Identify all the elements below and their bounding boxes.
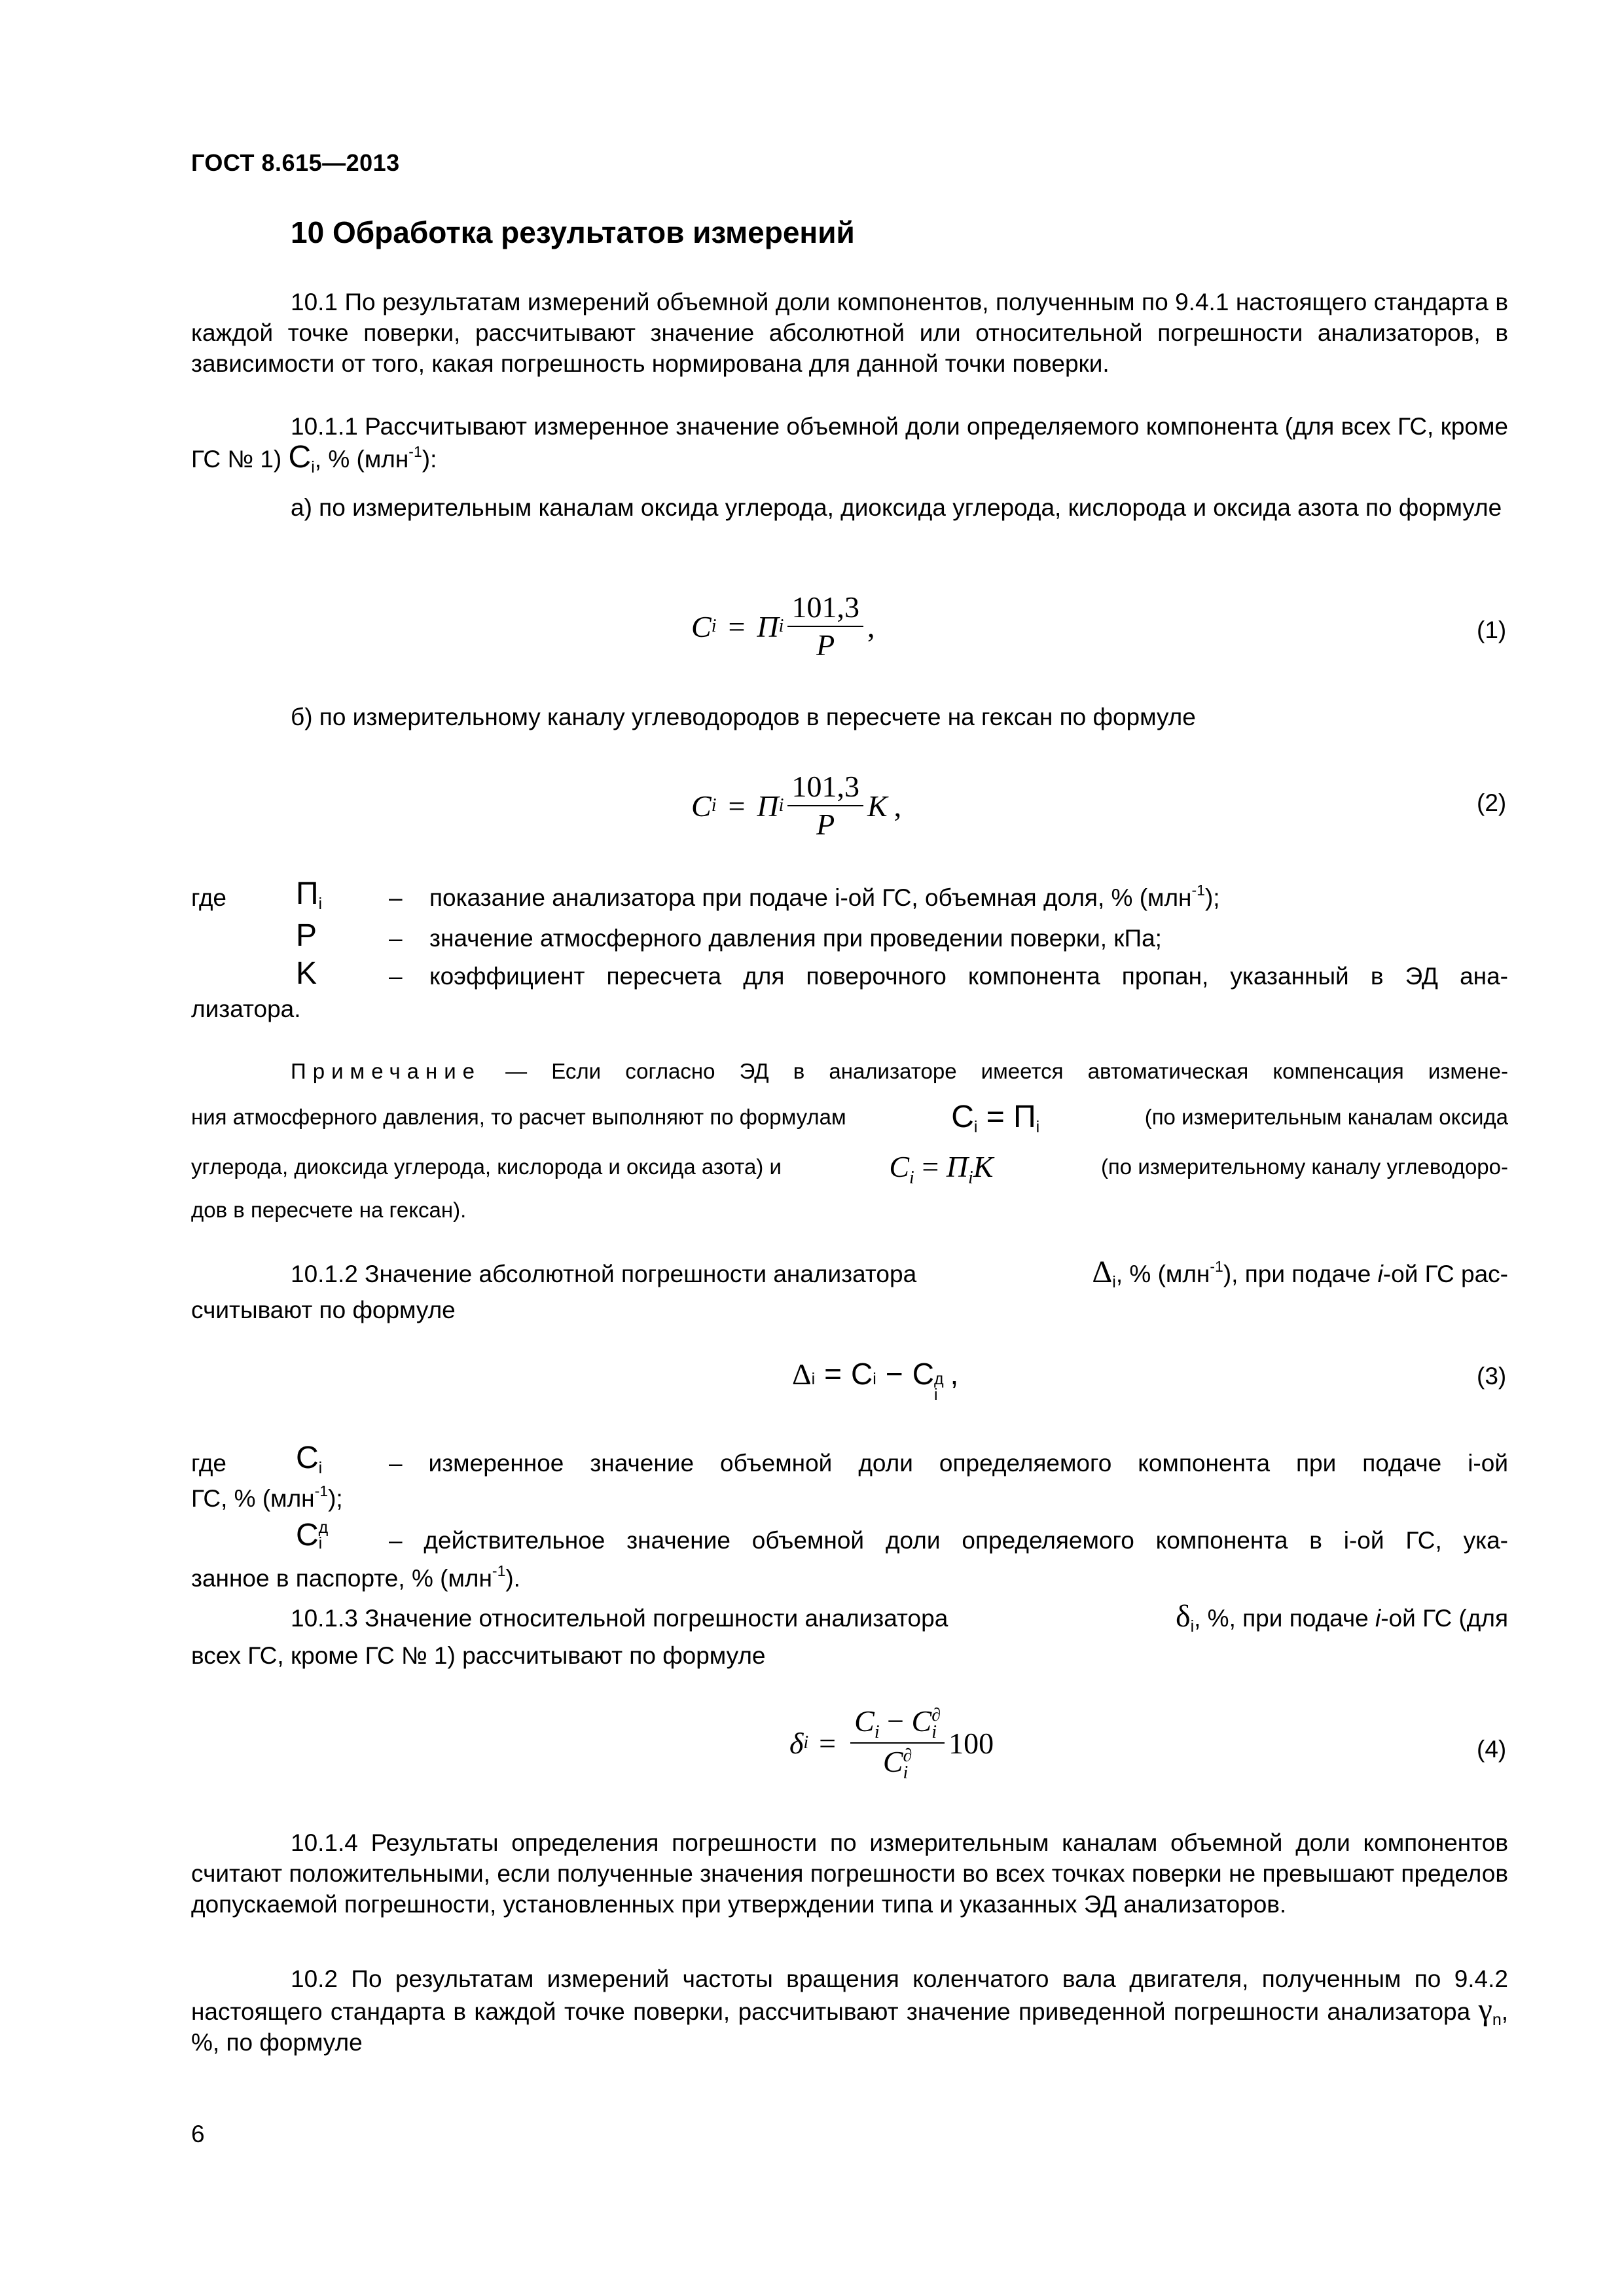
def-text-c: – измеренное значение объемной доли определяемого компонента при подаче i-ой — [389, 1450, 1508, 1477]
def-dash-1: – — [389, 884, 403, 911]
formula-1: C i = П i $\frac{101,3}{P}$ , — [691, 590, 875, 662]
note-line-4: дов в пересчете на гексан). — [191, 1198, 467, 1222]
item-b: б) по измерительному каналу углеводородов в пересчете на гексан по формуле — [291, 704, 1196, 730]
paragraph-10-1: 10.1 По результатам измерений объемной доли компонентов, полученным по 9.4.1 настоящего стандарта в каждой точке поверки, рассчитывают значение абсолютной или относительной погрешности анализаторов, в зависимости от того, какая погрешность нормирована для данной точки поверки. — [191, 289, 1508, 377]
def-text-k-cont: лизатора. — [191, 996, 301, 1022]
formula-3-number: (3) — [1477, 1363, 1507, 1390]
formula-3: Δ i = C i − C д i , — [792, 1357, 959, 1404]
paragraph-10-1-1-lead: 10.1.1 Рассчитывают измеренное значение объемной доли определяемого компонента (для всех ГС, кроме ГС № 1) — [191, 413, 1508, 473]
symbol-c: $C_i$ — [288, 440, 315, 476]
def-text-c-cont: ГС, % (млн$^{-1}$); — [191, 1482, 343, 1512]
def-text-pi: показание анализатора при подаче i-ой ГС, объемная доля, % (млн$^{-1}$); — [429, 882, 1220, 911]
formula-1-fraction: $\frac{101,3}{P}$ — [787, 590, 863, 662]
formula-4-fraction: $C_i - C$ ∂ i C ∂ i — [850, 1704, 945, 1782]
formula-2-fraction: $\frac{101,3}{P}$ — [787, 770, 863, 842]
note-line-2: ния атмосферного давления, то расчет выполняют по формулам $C_i = П_i$ (по измерительным каналам оксида — [191, 1097, 1508, 1138]
formula-4: δ i = $C_i - C$ ∂ i C ∂ i 100 — [789, 1704, 994, 1784]
note-line-3: углерода, диоксида углерода, кислорода и оксида азота) и $C_i = П_iK$ (по измерительному каналу углеводоро- — [191, 1147, 1508, 1187]
paragraph-10-1-2-line2: считывают по формуле — [191, 1297, 456, 1323]
paragraph-10-1-3: 10.1.3 Значение относительной погрешности анализатора $\delta_i$, %, при подаче i-ой ГС (для — [291, 1599, 1508, 1636]
standard-header: ГОСТ 8.615—2013 — [191, 149, 400, 176]
note-line-1: Примечание — Если согласно ЭД в анализаторе имеется автоматическая компенсация измене- — [291, 1059, 1509, 1083]
def-dash-3: – — [389, 963, 403, 990]
def-text-p: значение атмосферного давления при проведении поверки, кПа; — [429, 925, 1162, 952]
def-text-cd-cont: занное в паспорте, % (млн$^{-1}$). — [191, 1562, 520, 1592]
def-symbol-pi: $П_i$ — [296, 876, 323, 913]
def-dash-2: – — [389, 925, 403, 952]
where-label-2: где — [191, 1450, 227, 1477]
paragraph-10-1-4: 10.1.4 Результаты определения погрешности по измерительным каналам объемной доли компонентов считают положительными, если полученные значения погрешности во всех точках поверки не превышают пределов допускаемой погрешности, установленных при утверждении типа и указанных ЭД анализаторов. — [191, 1829, 1508, 1918]
where-label-1: где — [191, 884, 227, 911]
note-formula-1: $C_i = П_i$ — [951, 1100, 1040, 1136]
paragraph-10-1-3-line2: всех ГС, кроме ГС № 1) рассчитывают по формуле — [191, 1642, 766, 1669]
paragraph-10-2: 10.2 По результатам измерений частоты вращения коленчатого вала двигателя, полученным по 9.4.2 настоящего стандарта в каждой точке поверки, рассчитывают значение приведенной погрешности анализатора $\gamma_n$, %, по формуле — [191, 1965, 1509, 2056]
def-symbol-k: K — [296, 956, 317, 991]
formula-2-number: (2) — [1477, 789, 1507, 816]
item-a: а) по измерительным каналам оксида углерода, диоксида углерода, кислорода и оксида азота по формуле — [291, 494, 1502, 521]
note-formula-2: $C_i = П_iK$ — [889, 1150, 994, 1188]
def-text-k: коэффициент пересчета для поверочного компонента пропан, указанный в ЭД ана- — [429, 963, 1508, 990]
def-symbol-p: P — [296, 918, 317, 953]
paragraph-10-1-2: 10.1.2 Значение абсолютной погрешности анализатора $\Delta_i$, % (млн$^{-1}$), при подаче i-ой ГС рас- — [291, 1255, 1508, 1291]
formula-4-number: (4) — [1477, 1736, 1507, 1763]
page-number: 6 — [191, 2121, 205, 2147]
def-symbol-cd: C д i — [296, 1518, 329, 1552]
note-label: Примечание — [291, 1059, 482, 1083]
formula-2: C i = П i $\frac{101,3}{P}$ K , — [691, 770, 902, 841]
paragraph-10-1-1: 10.1.1 Рассчитывают измеренное значение объемной доли определяемого компонента (для всех ГС, кроме ГС № 1) $C_i$, % (млн$^{-1}$): — [191, 413, 1508, 476]
def-symbol-c: $C_i$ — [296, 1441, 323, 1477]
section-title: 10 Обработка результатов измерений — [291, 215, 855, 249]
def-text-cd: – действительное значение объемной доли определяемого компонента в i-ой ГС, ука- — [389, 1527, 1508, 1554]
formula-1-number: (1) — [1477, 617, 1507, 643]
